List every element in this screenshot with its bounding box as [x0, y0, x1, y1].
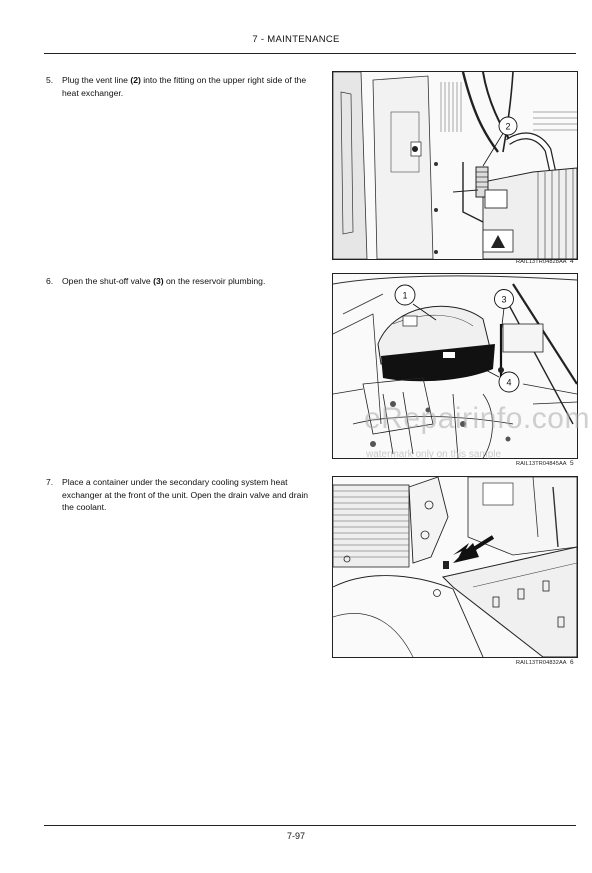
- step-text: Place a container under the secondary cooling system heat exchanger at the front of the unit. Open the drain valve and drain the coolant.: [62, 477, 309, 512]
- figure-4-code: RAIL13TR04828AA: [516, 259, 567, 265]
- callout-1: 1: [402, 290, 408, 301]
- step-number: 6.: [46, 276, 54, 286]
- figure-4-photo: [332, 71, 578, 260]
- watermark-main: eRepairinfo.com: [364, 402, 590, 435]
- watermark-sub: watermark only on this sample: [366, 449, 502, 460]
- header-rule: [44, 53, 576, 54]
- figure-5-code: RAIL13TR04845AA: [516, 461, 567, 467]
- step-number: 5.: [46, 75, 54, 85]
- figure-6-code: RAIL13TR04832AA: [516, 660, 567, 666]
- step-text: Plug the vent line (2) into the fitting on the upper right side of the heat exchanger.: [62, 75, 307, 98]
- callout-4: 4: [506, 377, 512, 388]
- page-header-title: 7 - MAINTENANCE: [252, 34, 340, 45]
- page-number: 7-97: [286, 831, 305, 841]
- step-number: 7.: [46, 477, 54, 487]
- step-text: Open the shut-off valve (3) on the reservoir plumbing.: [62, 276, 266, 286]
- figure-5-number: 5: [570, 460, 574, 467]
- callout-2: 2: [505, 121, 511, 132]
- figure-4-number: 4: [570, 258, 574, 265]
- figure-6-number: 6: [570, 659, 574, 666]
- footer-rule: [44, 825, 576, 826]
- figure-6-photo: [332, 476, 578, 658]
- callout-3: 3: [501, 294, 507, 305]
